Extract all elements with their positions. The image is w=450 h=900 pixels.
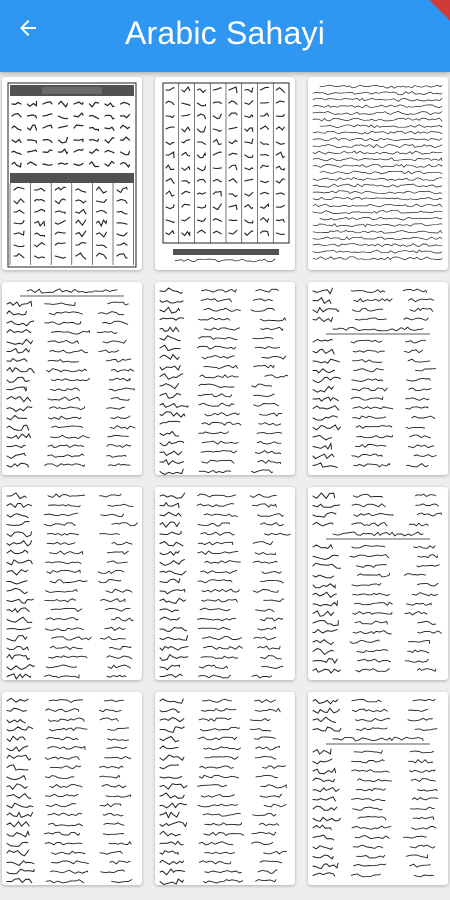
page-thumbnail-3[interactable] — [308, 77, 448, 270]
page-thumbnail-12[interactable] — [308, 692, 448, 885]
page-scan-image — [155, 487, 295, 680]
page-thumbnail-5[interactable] — [155, 282, 295, 475]
page-thumbnail-10[interactable] — [2, 692, 142, 885]
page-scan-image — [2, 692, 142, 885]
page-thumbnail-2[interactable] — [155, 77, 295, 270]
page-scan-image — [308, 692, 448, 885]
page-scan-image — [2, 77, 142, 270]
page-scan-image — [2, 282, 142, 475]
page-thumbnail-6[interactable] — [308, 282, 448, 475]
page-thumbnail-7[interactable] — [2, 487, 142, 680]
page-thumbnail-9[interactable] — [308, 487, 448, 680]
app-bar — [0, 0, 450, 72]
page-scan-image — [308, 77, 448, 270]
page-thumbnail-11[interactable] — [155, 692, 295, 885]
page-thumbnail-grid[interactable] — [0, 72, 450, 900]
page-scan-image — [155, 692, 295, 885]
page-scan-image — [2, 487, 142, 680]
page-scan-image — [308, 487, 448, 680]
page-scan-image — [308, 282, 448, 475]
page-thumbnail-4[interactable] — [2, 282, 142, 475]
page-scan-image — [155, 282, 295, 475]
page-scan-image — [155, 77, 295, 270]
app-title: Arabic Sahayi — [124, 15, 326, 51]
page-thumbnail-1[interactable] — [2, 77, 142, 270]
page-thumbnail-8[interactable] — [155, 487, 295, 680]
